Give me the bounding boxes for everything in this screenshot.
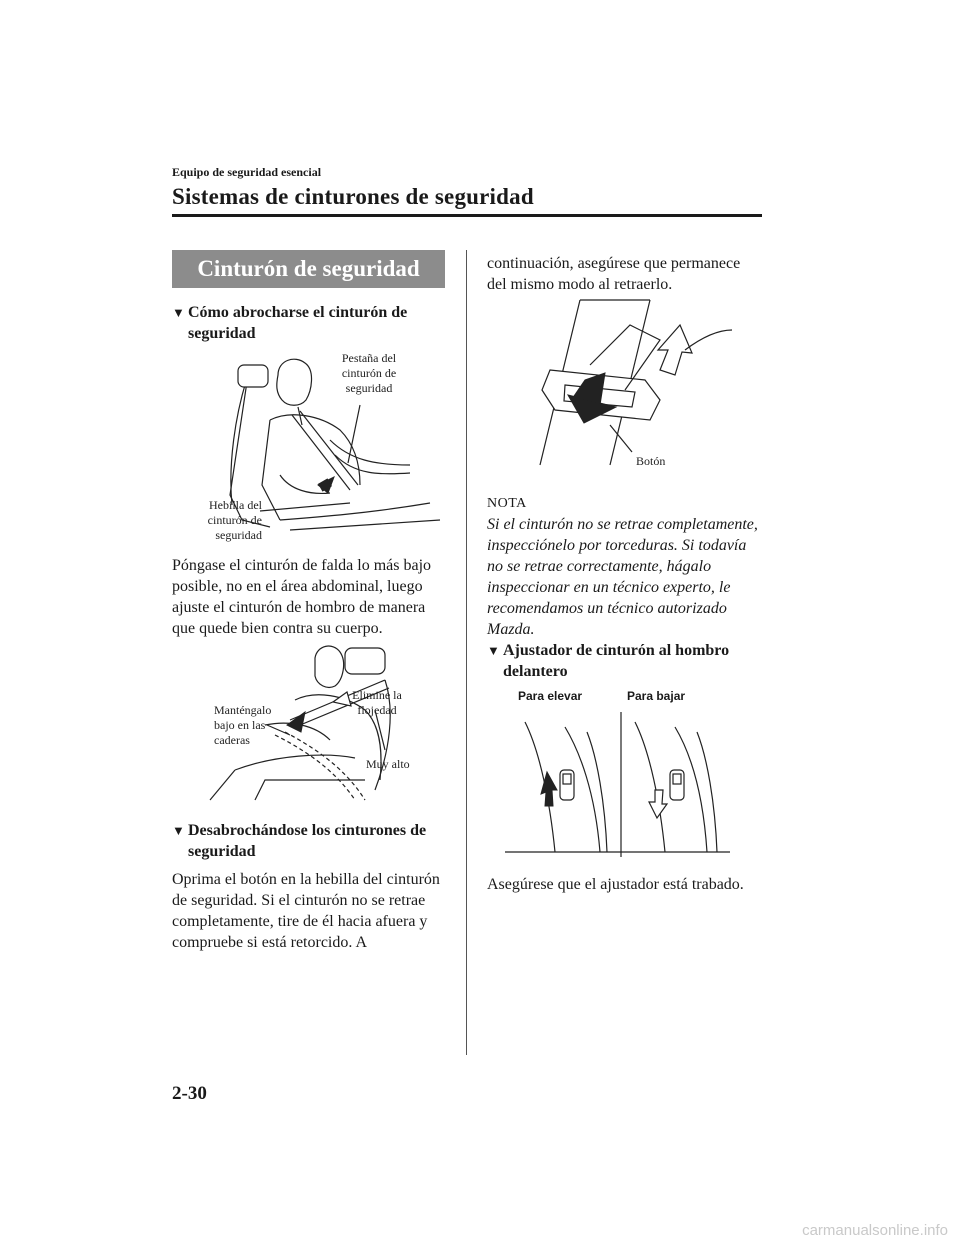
triangle-bullet-icon: ▼ <box>172 305 185 320</box>
paragraph-adjuster-locked: Asegúrese que el ajustador está trabado. <box>487 876 744 893</box>
triangle-bullet-icon: ▼ <box>487 643 500 658</box>
label-button: Botón <box>636 454 666 468</box>
label-keep-low: Manténgalo bajo en las caderas <box>214 703 272 747</box>
buckle-button-illustration <box>520 295 735 480</box>
heading-shoulder-adjuster <box>487 640 767 682</box>
column-divider <box>466 250 467 1055</box>
heading-unfasten-belt <box>172 820 462 862</box>
label-belt-buckle: Hebilla del cinturón de seguridad <box>207 498 262 542</box>
label-too-high: Muy alto <box>366 757 410 771</box>
paragraph-continuation: continuación, asegúrese que permanece del mismo modo al retraerlo. <box>487 255 741 293</box>
title-rule <box>172 214 762 217</box>
heading-fasten-belt <box>172 302 452 344</box>
heading-line: seguridad <box>188 325 256 342</box>
paragraph-lap-belt: Póngase el cinturón de falda lo más bajo posible, no en el área abdominal, luego ajuste el cinturón de hombro de manera que quede bien contra su cuerpo. <box>172 557 432 637</box>
section-label: Equipo de seguridad esencial <box>172 165 322 179</box>
label-lower: Para bajar <box>627 689 686 703</box>
shoulder-adjuster-illustration <box>505 712 730 862</box>
triangle-bullet-icon: ▼ <box>172 823 185 838</box>
label-remove-slack: Elimine la flojedad <box>352 688 402 717</box>
heading-line: Desabrochándose los cinturones de <box>188 822 427 839</box>
page-number: 2-30 <box>172 1083 207 1104</box>
chapter-banner: Cinturón de seguridad <box>172 250 445 288</box>
heading-line: delantero <box>503 663 568 680</box>
label-belt-tab: Pestaña del cinturón de seguridad <box>341 351 397 395</box>
note-label: NOTA <box>487 496 527 511</box>
watermark: carmanualsonline.info <box>802 1222 948 1239</box>
paragraph-unfasten: Oprima el botón en la hebilla del cinturón de seguridad. Si el cinturón no se retrae completamente, tire de él hacia afuera y compruebe si está retorcido. A <box>172 871 440 951</box>
page-title: Sistemas de cinturones de seguridad <box>172 184 534 209</box>
heading-line: seguridad <box>188 843 256 860</box>
heading-line: Ajustador de cinturón al hombro <box>503 642 730 659</box>
label-raise: Para elevar <box>518 689 583 703</box>
note-block: NOTA Si el cinturón no se retrae completamente, inspecciónelo por torceduras. Si todavía no se retrae correctamente, hágalo inspeccionar en un técnico experto, le recomendamos un técnico autorizado Mazda. <box>487 493 772 640</box>
heading-line: Cómo abrocharse el cinturón de <box>188 304 408 321</box>
